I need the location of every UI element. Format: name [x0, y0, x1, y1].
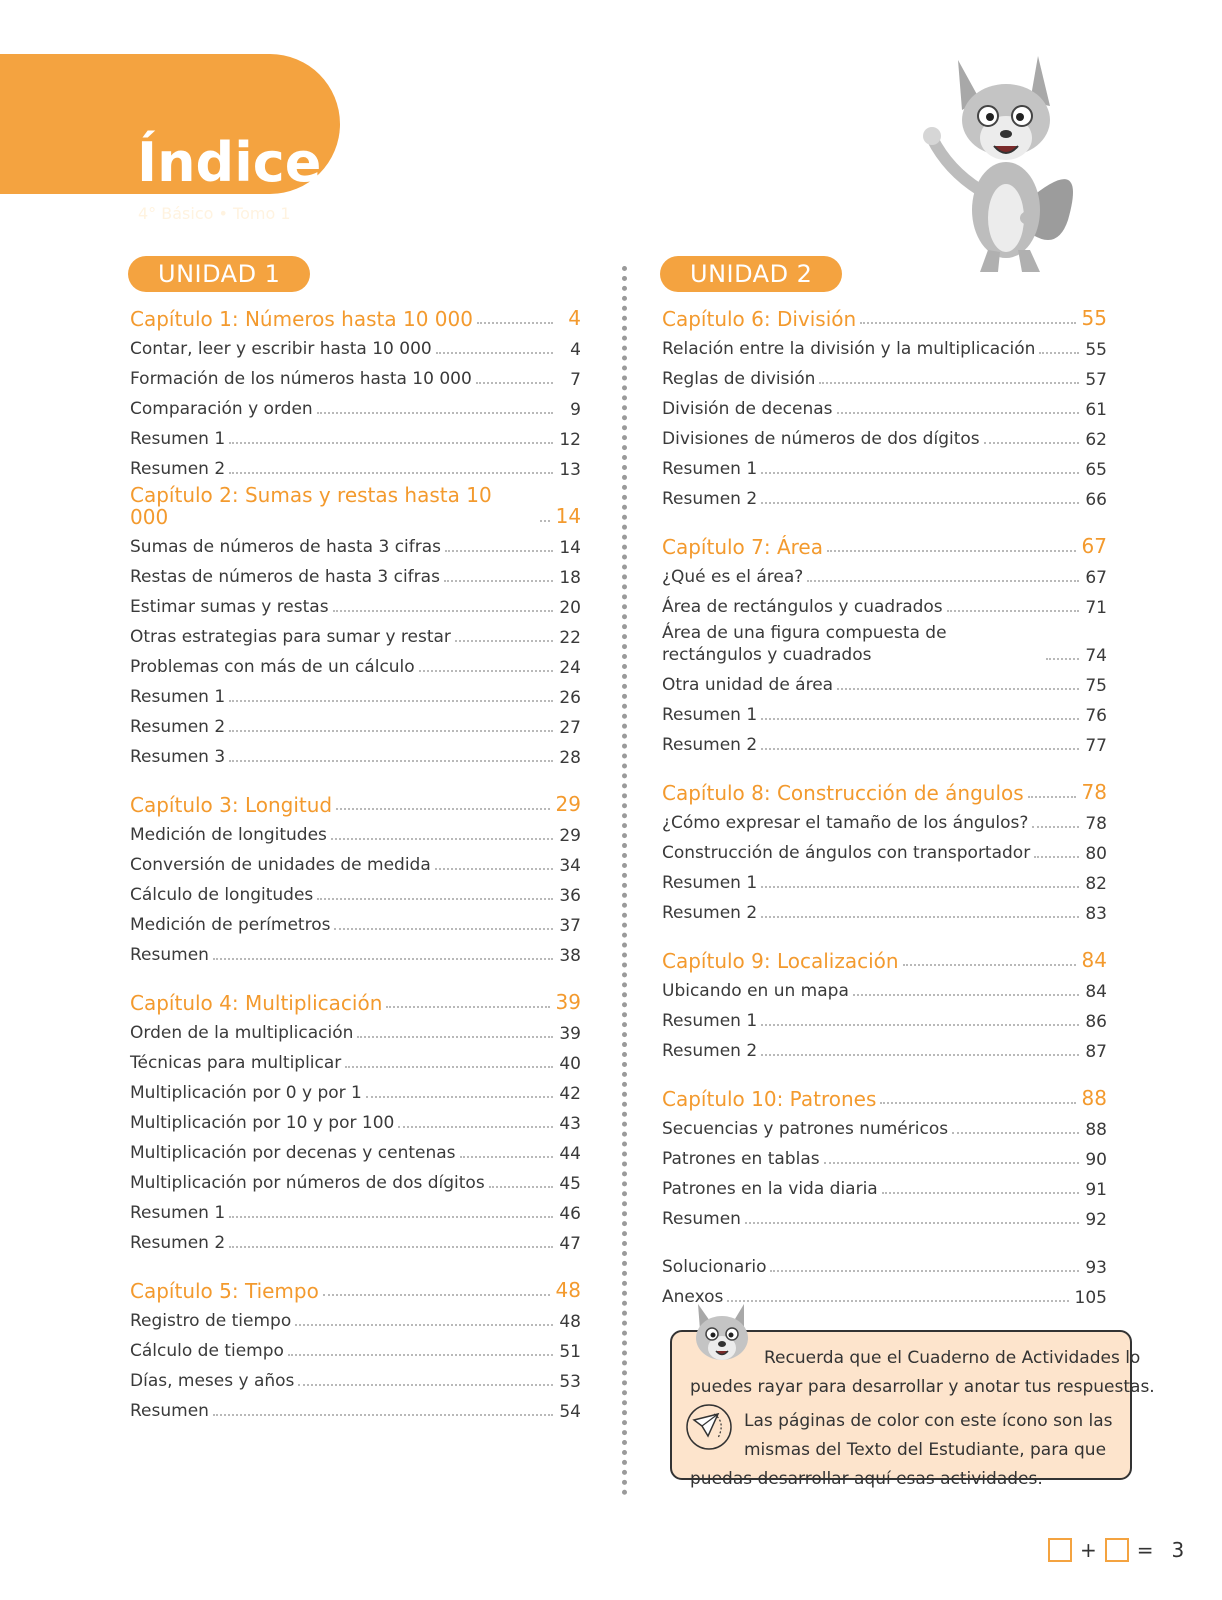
toc-chapter-row[interactable]: Capítulo 10: Patrones 88 — [662, 1086, 1107, 1111]
chapter-5 — [130, 1272, 581, 1422]
toc-row[interactable]: Otra unidad de área 75 — [662, 675, 1107, 696]
toc-chapter-row[interactable]: Capítulo 1: Números hasta 10 000 4 — [130, 306, 581, 331]
toc-row[interactable]: Construcción de ángulos con transportador 80 — [662, 843, 1107, 864]
note-line-1: Recuerda que el Cuaderno de Actividades lo — [764, 1348, 1141, 1368]
toc-row[interactable]: Resumen 2 87 — [662, 1041, 1107, 1062]
chapter-8 — [662, 774, 1107, 924]
chapter-9 — [662, 942, 1107, 1062]
toc-row[interactable]: Resumen 54 — [130, 1401, 581, 1422]
toc-row[interactable]: Comparación y orden 9 — [130, 399, 581, 420]
unit-2-column — [662, 256, 1107, 1326]
toc-row[interactable]: Resumen 2 77 — [662, 735, 1107, 756]
toc-row[interactable]: Restas de números de hasta 3 cifras 18 — [130, 567, 581, 588]
chapter-2 — [130, 483, 582, 768]
header-tab — [0, 54, 340, 223]
toc-row[interactable]: Relación entre la división y la multiplicación 55 — [662, 339, 1107, 360]
chapter-6 — [662, 300, 1107, 510]
pencil-paper-icon — [684, 1402, 734, 1452]
page-title: Índice — [137, 131, 322, 194]
toc-row[interactable]: Resumen 2 27 — [130, 717, 581, 738]
toc-row[interactable]: Resumen 92 — [662, 1209, 1107, 1230]
toc-row[interactable]: Técnicas para multiplicar 40 — [130, 1053, 581, 1074]
toc-chapter-row[interactable]: Capítulo 3: Longitud 29 — [130, 792, 581, 817]
toc-chapter-row[interactable]: Capítulo 2: Sumas y restas hasta 10 000 14 — [130, 483, 582, 529]
note-line-4: mismas del Texto del Estudiante, para que — [744, 1440, 1107, 1460]
toc-row[interactable]: Cálculo de longitudes 36 — [130, 885, 581, 906]
footer-box-right — [1105, 1538, 1129, 1562]
equals-sign: = — [1136, 1538, 1154, 1562]
toc-row[interactable]: Contar, leer y escribir hasta 10 000 4 — [130, 339, 581, 360]
toc-row[interactable]: Resumen 1 76 — [662, 705, 1107, 726]
toc-row[interactable]: División de decenas 61 — [662, 399, 1107, 420]
toc-row[interactable]: Multiplicación por 10 y por 100 43 — [130, 1113, 581, 1134]
toc-row[interactable]: ¿Qué es el área? 67 — [662, 567, 1107, 588]
toc-row[interactable]: Días, meses y años 53 — [130, 1371, 581, 1392]
toc-row[interactable]: Resumen 2 13 — [130, 459, 581, 480]
note-line-5: puedas desarrollar aquí esas actividades. — [690, 1469, 1043, 1489]
fox-mascot-illustration — [918, 50, 1098, 280]
toc-row[interactable]: Otras estrategias para sumar y restar 22 — [130, 627, 581, 648]
toc-row[interactable]: Multiplicación por 0 y por 1 42 — [130, 1083, 581, 1104]
column-divider — [622, 266, 627, 1496]
toc-chapter-row[interactable]: Capítulo 6: División 55 — [662, 306, 1107, 331]
toc-row[interactable]: Ubicando en un mapa 84 — [662, 981, 1107, 1002]
chapter-10 — [662, 1080, 1107, 1230]
toc-row[interactable]: Resumen 2 47 — [130, 1233, 581, 1254]
toc-row[interactable]: Resumen 1 82 — [662, 873, 1107, 894]
toc-row[interactable]: Resumen 3 28 — [130, 747, 581, 768]
page-subtitle: 4° Básico • Tomo 1 — [138, 204, 291, 223]
toc-row[interactable]: Multiplicación por decenas y centenas 44 — [130, 1143, 581, 1164]
toc-row[interactable]: Problemas con más de un cálculo 24 — [130, 657, 581, 678]
toc-row[interactable]: Estimar sumas y restas 20 — [130, 597, 581, 618]
toc-row[interactable]: Secuencias y patrones numéricos 88 — [662, 1119, 1107, 1140]
unit-1-label: UNIDAD 1 — [128, 256, 310, 292]
chapter-3 — [130, 786, 581, 966]
chapter-7 — [662, 528, 1107, 756]
toc-row[interactable]: Divisiones de números de dos dígitos 62 — [662, 429, 1107, 450]
toc-row[interactable]: Resumen 1 26 — [130, 687, 581, 708]
toc-row[interactable]: Cálculo de tiempo 51 — [130, 1341, 581, 1362]
chapter-1 — [130, 300, 581, 480]
toc-row[interactable]: Resumen 1 65 — [662, 459, 1107, 480]
note-line-2: puedes rayar para desarrollar y anotar tus respuestas. — [690, 1377, 1155, 1397]
unit-1-column — [130, 256, 581, 1440]
plus-sign: + — [1080, 1538, 1097, 1562]
toc-row[interactable]: Patrones en la vida diaria 91 — [662, 1179, 1107, 1200]
toc-row[interactable]: Resumen 38 — [130, 945, 581, 966]
unit-2-label: UNIDAD 2 — [660, 256, 842, 292]
toc-row[interactable]: Multiplicación por números de dos dígitos 45 — [130, 1173, 581, 1194]
toc-row-solucionario[interactable]: Solucionario 93 — [662, 1257, 1107, 1278]
toc-row[interactable]: ¿Cómo expresar el tamaño de los ángulos? 78 — [662, 813, 1107, 834]
chapter-4 — [130, 984, 581, 1254]
toc-row[interactable]: Orden de la multiplicación 39 — [130, 1023, 581, 1044]
note-line-3: Las páginas de color con este ícono son las — [744, 1411, 1113, 1431]
toc-chapter-row[interactable]: Capítulo 8: Construcción de ángulos 78 — [662, 780, 1107, 805]
toc-row-anexos[interactable]: Anexos 105 — [662, 1287, 1107, 1308]
toc-row[interactable]: Sumas de números de hasta 3 cifras 14 — [130, 537, 581, 558]
toc-row[interactable]: Resumen 1 86 — [662, 1011, 1107, 1032]
toc-row[interactable]: Área de una figura compuesta de rectángulos y cuadrados 74 — [662, 623, 1107, 666]
toc-row[interactable]: Reglas de división 57 — [662, 369, 1107, 390]
toc-row[interactable]: Resumen 2 66 — [662, 489, 1107, 510]
appendix-section — [662, 1248, 1107, 1308]
toc-row[interactable]: Patrones en tablas 90 — [662, 1149, 1107, 1170]
toc-row[interactable]: Registro de tiempo 48 — [130, 1311, 581, 1332]
footer-box-left — [1048, 1538, 1072, 1562]
toc-row[interactable]: Medición de longitudes 29 — [130, 825, 581, 846]
toc-row[interactable]: Formación de los números hasta 10 000 7 — [130, 369, 581, 390]
page-number: 3 — [1171, 1538, 1185, 1562]
toc-row[interactable]: Resumen 2 83 — [662, 903, 1107, 924]
toc-chapter-row[interactable]: Capítulo 5: Tiempo 48 — [130, 1278, 581, 1303]
toc-row[interactable]: Área de rectángulos y cuadrados 71 — [662, 597, 1107, 618]
toc-row[interactable]: Resumen 1 46 — [130, 1203, 581, 1224]
toc-row[interactable]: Conversión de unidades de medida 34 — [130, 855, 581, 876]
toc-row[interactable]: Resumen 1 12 — [130, 429, 581, 450]
toc-chapter-row[interactable]: Capítulo 9: Localización 84 — [662, 948, 1107, 973]
page-footer — [1048, 1535, 1184, 1565]
toc-chapter-row[interactable]: Capítulo 4: Multiplicación 39 — [130, 990, 581, 1015]
toc-chapter-row[interactable]: Capítulo 7: Área 67 — [662, 534, 1107, 559]
toc-row[interactable]: Medición de perímetros 37 — [130, 915, 581, 936]
fox-head-icon — [688, 1300, 756, 1366]
